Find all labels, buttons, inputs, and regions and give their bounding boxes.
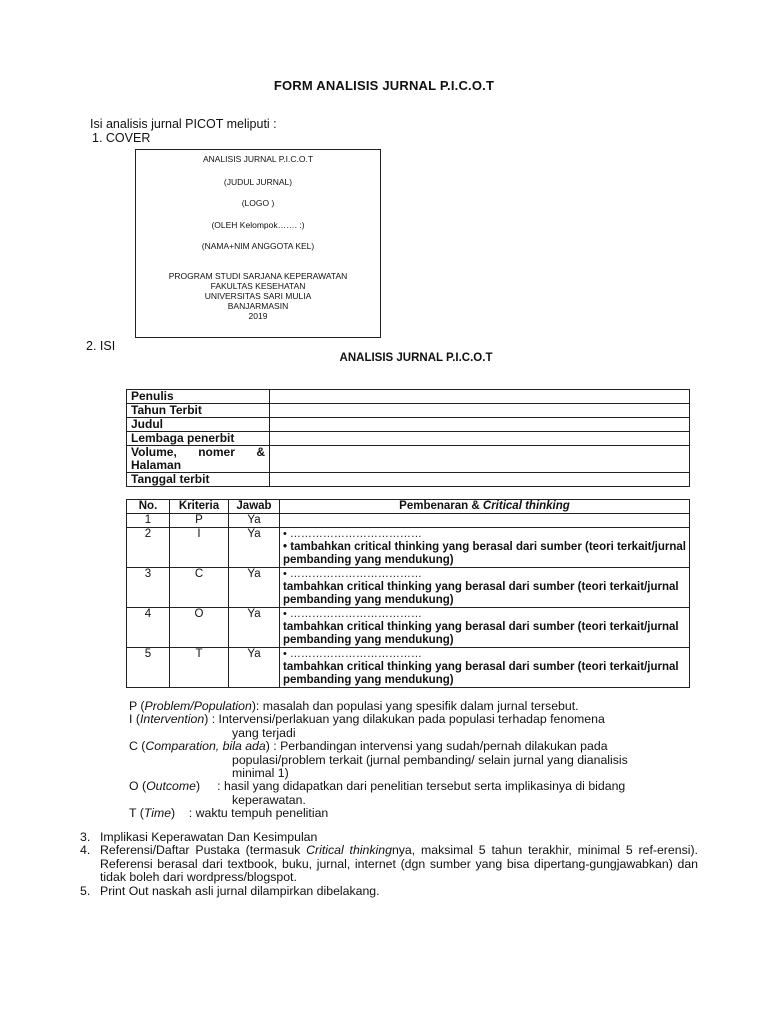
definition-text: ) : waktu tempuh penelitian — [171, 806, 329, 821]
definition-prefix: I ( — [129, 712, 140, 727]
cover-line: 2019 — [248, 311, 268, 321]
cover-line: (NAMA+NIM ANGGOTA KEL) — [201, 241, 315, 251]
definition-text: ) : hasil yang didapatkan dari penelitian tersebut serta implikasinya di bidang — [195, 779, 626, 794]
definition-o — [129, 780, 695, 793]
definition-p — [129, 700, 695, 713]
list-number: 5. — [80, 883, 91, 898]
definition-prefix: T ( — [129, 806, 144, 821]
row-answer: Ya — [229, 514, 280, 528]
critical-thinking-note: tambahkan critical thinking yang berasal dari sumber (teori terkait/jurnal pembanding yang mendukung) — [283, 621, 679, 646]
field-label: Judul — [127, 418, 270, 432]
definition-i — [129, 713, 695, 726]
cover-line: (JUDUL JURNAL) — [223, 177, 293, 187]
definition-term: Outcome — [146, 779, 196, 794]
list-item — [80, 831, 698, 844]
page-title: FORM ANALISIS JURNAL P.I.C.O.T — [273, 78, 495, 93]
column-header-emphasis: Critical thinking — [482, 500, 570, 512]
column-header: No. — [127, 500, 170, 514]
table-row — [127, 446, 690, 473]
critical-thinking-note: • tambahkan critical thinking yang berasal dari sumber (teori terkait/jurnal pembanding yang mendukung) — [283, 541, 686, 566]
row-answer: Ya — [229, 608, 280, 648]
table-row — [127, 514, 690, 528]
table-row — [127, 432, 690, 446]
list-number: 3. — [80, 830, 91, 844]
row-answer: Ya — [229, 568, 280, 608]
table-row — [127, 473, 690, 487]
definition-prefix: P ( — [129, 699, 145, 713]
row-criteria: I — [170, 528, 229, 568]
list-number: 4. — [80, 843, 91, 858]
column-header-text: Pembenaran & — [399, 500, 483, 512]
row-justification — [280, 608, 690, 648]
placeholder-dots: • ……………………………… — [283, 568, 422, 580]
row-criteria: O — [170, 608, 229, 648]
cover-line: ANALISIS JURNAL P.I.C.O.T — [202, 154, 314, 164]
table-header-row — [127, 500, 690, 514]
journal-info-table — [126, 389, 690, 487]
field-label: Volume, nomer & Halaman — [127, 446, 270, 473]
definition-continuation: populasi/problem terkait (jurnal pembanding/ selain jurnal yang dianalisis — [232, 752, 628, 767]
placeholder-dots: • ……………………………… — [283, 648, 422, 660]
critical-thinking-note: tambahkan critical thinking yang berasal dari sumber (teori terkait/jurnal pembanding yang mendukung) — [283, 661, 679, 686]
cover-line: PROGRAM STUDI SARJANA KEPERAWATAN — [168, 271, 348, 281]
column-header — [280, 500, 690, 514]
definition-t — [129, 807, 695, 820]
row-answer: Ya — [229, 648, 280, 688]
row-answer: Ya — [229, 528, 280, 568]
list-item — [80, 844, 698, 884]
definition-term: Time — [143, 806, 172, 821]
isi-heading: 2. ISI — [86, 339, 116, 353]
field-value — [270, 390, 690, 404]
row-number: 5 — [127, 648, 170, 688]
definition-term: Comparation, bila ada — [145, 739, 266, 754]
list-text: Implikasi Keperawatan Dan Kesimpulan — [100, 830, 318, 844]
list-text-part: Referensi/Daftar Pustaka (termasuk — [100, 843, 307, 858]
row-justification — [280, 568, 690, 608]
picot-table — [126, 499, 690, 688]
field-value — [270, 432, 690, 446]
field-value — [270, 418, 690, 432]
definition-continuation: keperawatan. — [232, 792, 306, 807]
table-row — [127, 418, 690, 432]
definition-prefix: C ( — [129, 739, 146, 754]
definition-term: Problem/Population — [144, 699, 252, 713]
field-label: Penulis — [127, 390, 270, 404]
definition-text: ) : Intervensi/perlakuan yang dilakukan pada populasi terhadap fenomena — [204, 712, 605, 727]
column-header: Kriteria — [170, 500, 229, 514]
field-label: Tanggal terbit — [127, 473, 270, 487]
cover-heading: 1. COVER — [92, 131, 151, 145]
intro-text: Isi analisis jurnal PICOT meliputi : — [90, 117, 277, 131]
definition-term: Intervention — [139, 712, 205, 727]
definition-text: ) : Perbandingan intervensi yang sudah/pernah dilakukan pada — [265, 739, 608, 754]
definition-continuation: minimal 1) — [232, 766, 289, 781]
row-number: 1 — [127, 514, 170, 528]
section-list — [80, 831, 698, 898]
row-justification — [280, 514, 690, 528]
definition-continuation: yang terjadi — [232, 725, 296, 740]
picot-definitions — [129, 700, 695, 821]
cover-line: (OLEH Kelompok……. :) — [211, 220, 305, 230]
list-text — [100, 844, 698, 884]
table-row — [127, 528, 690, 568]
placeholder-dots: • ……………………………… — [283, 528, 422, 540]
field-value — [270, 404, 690, 418]
definition-prefix: O ( — [129, 779, 147, 794]
cover-line: BANJARMASIN — [227, 301, 289, 311]
row-justification — [280, 648, 690, 688]
list-text: Print Out naskah asli jurnal dilampirkan dibelakang. — [100, 883, 380, 898]
definition-text: ): masalah dan populasi yang spesifik dalam jurnal tersebut. — [251, 699, 579, 713]
row-number: 3 — [127, 568, 170, 608]
placeholder-dots: • ……………………………… — [283, 608, 422, 620]
cover-line: FAKULTAS KESEHATAN — [210, 281, 306, 291]
field-value — [270, 446, 690, 473]
field-label: Lembaga penerbit — [127, 432, 270, 446]
definition-c — [129, 740, 695, 753]
row-criteria: P — [170, 514, 229, 528]
cover-template-box — [135, 149, 381, 338]
column-header: Jawab — [229, 500, 280, 514]
isi-title: ANALISIS JURNAL P.I.C.O.T — [339, 352, 493, 364]
cover-line: UNIVERSITAS SARI MULIA — [204, 291, 312, 301]
table-row — [127, 608, 690, 648]
list-text-emphasis: Critical thinking — [306, 843, 392, 858]
list-text-part: nya, maksimal 5 tahun terakhir, minimal 5 ref-erensi). Referensi berasal dari textbook, buku, jurnal, internet (dgn sumber yang bisa dipertang-gungjawabkan) dan tidak boleh dari wordpress/blogspot. — [100, 843, 698, 885]
row-number: 2 — [127, 528, 170, 568]
table-row — [127, 568, 690, 608]
table-row — [127, 390, 690, 404]
list-item — [80, 885, 698, 898]
table-row — [127, 404, 690, 418]
cover-line: (LOGO ) — [241, 198, 275, 208]
field-label: Tahun Terbit — [127, 404, 270, 418]
row-number: 4 — [127, 608, 170, 648]
critical-thinking-note: tambahkan critical thinking yang berasal dari sumber (teori terkait/jurnal pembanding yang mendukung) — [283, 581, 679, 606]
row-criteria: T — [170, 648, 229, 688]
row-criteria: C — [170, 568, 229, 608]
field-value — [270, 473, 690, 487]
table-row — [127, 648, 690, 688]
row-justification — [280, 528, 690, 568]
